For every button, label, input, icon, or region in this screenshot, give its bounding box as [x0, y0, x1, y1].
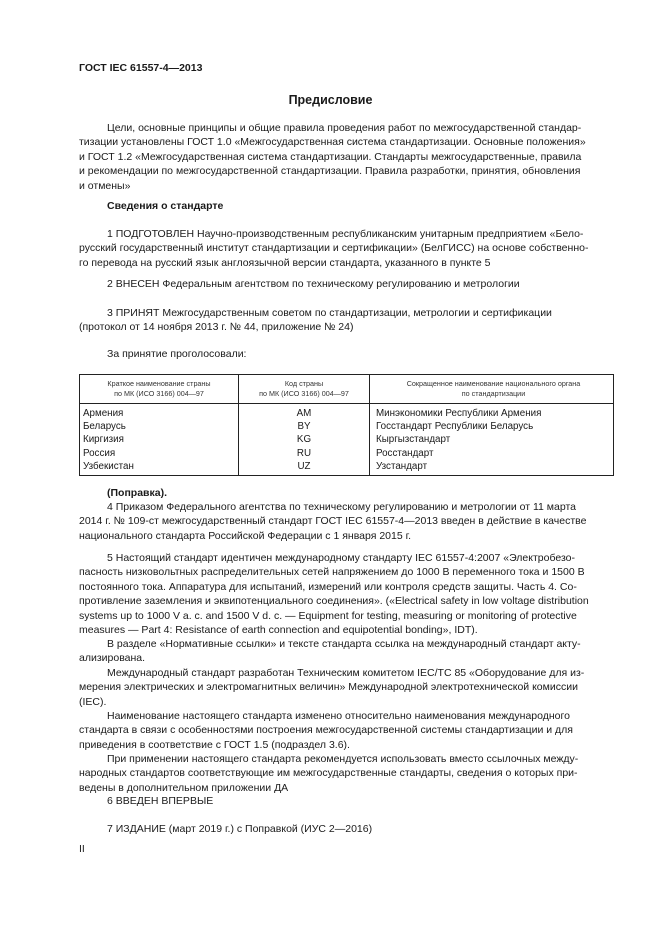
- cell-country: Армения: [80, 404, 239, 421]
- header-line: по МК (ИСО 3166) 004—97: [259, 389, 349, 398]
- text-line: measures — Part 4: Resistance of earth connection and equipotential bonding», IDT).: [79, 624, 478, 637]
- text-line: постоянного тока. Аппаратура для испытаний, измерений или контроля средств защиты. Часть 4. Со-: [79, 580, 577, 593]
- text-line: тизации установлены ГОСТ 1.0 «Межгосударственная система стандартизации. Основные положения»: [79, 136, 586, 149]
- text-line: национального стандарта Российской Федерации с 1 января 2015 г.: [79, 529, 412, 542]
- text-line: 3 ПРИНЯТ Межгосударственным советом по стандартизации, метрологии и сертификации: [107, 307, 552, 319]
- header-code: [239, 375, 370, 404]
- cell-body: Кыргызстандарт: [370, 433, 614, 446]
- table-row: [80, 404, 614, 421]
- table-row: [80, 433, 614, 446]
- text-line: ализирована.: [79, 652, 146, 665]
- amendment-note: (Поправка).: [107, 487, 168, 499]
- text-line: 2014 г. № 109-ст межгосударственный стандарт ГОСТ IEC 61557-4—2013 введен в действие в качестве: [79, 515, 587, 528]
- header-line: Краткое наименование страны: [107, 379, 211, 388]
- text-line: приведения в соответствие с ГОСТ 1.5 (подраздел 3.6).: [79, 738, 350, 751]
- text-line: го перевода на русский язык англоязычной версии стандарта, указанного в пункте 5: [79, 256, 491, 269]
- cell-code: AM: [239, 404, 370, 421]
- table-row: [80, 420, 614, 433]
- item-5-name-change: [79, 709, 614, 752]
- text-line: русский государственный институт стандартизации и сертификации» (БелГИСС) на основе собственно-: [79, 242, 589, 255]
- text-line: противление заземления и эквипотенциального соединения». («Electrical safety in low voltage distribution: [79, 595, 589, 608]
- text-line: стандарта в связи с особенностями построения межгосударственной системы стандартизации и для: [79, 724, 573, 737]
- header-country: [80, 375, 239, 404]
- text-line: народных стандартов соответствующие им межгосударственные стандарты, сведения о которых при-: [79, 767, 578, 780]
- cell-body: Госстандарт Республики Беларусь: [370, 420, 614, 433]
- text-line: Международный стандарт разработан Техническим комитетом IEC/TC 85 «Оборудование для из-: [107, 667, 585, 679]
- text-line: ведены в дополнительном приложении ДА: [79, 781, 289, 794]
- item-3-adopted: [79, 306, 614, 335]
- item-4-order: [79, 500, 614, 543]
- header-body: [370, 375, 614, 404]
- text-line: и отмены»: [79, 179, 131, 192]
- text-line: При применении настоящего стандарта рекомендуется использовать вместо ссылочных между-: [107, 753, 579, 765]
- table-header-row: [80, 375, 614, 404]
- voting-countries-table: [79, 374, 614, 476]
- text-line: 5 Настоящий стандарт идентичен международному стандарту IEC 61557-4:2007 «Электробезо-: [107, 552, 575, 564]
- item-5-identical: [79, 551, 614, 637]
- text-line: (IEC).: [79, 695, 107, 708]
- cell-body: Росстандарт: [370, 447, 614, 460]
- page-number: II: [79, 843, 85, 855]
- cell-country: Россия: [80, 447, 239, 460]
- item-7-edition: 7 ИЗДАНИЕ (март 2019 г.) с Поправкой (ИУС 2—2016): [107, 823, 373, 835]
- cell-code: BY: [239, 420, 370, 433]
- item-5-application: [79, 752, 614, 795]
- cell-country: Беларусь: [80, 420, 239, 433]
- item-1-prepared: [79, 227, 614, 270]
- cell-body: Узстандарт: [370, 460, 614, 476]
- header-line: Сокращенное наименование национального органа: [406, 379, 581, 388]
- text-line: и ГОСТ 1.2 «Межгосударственная система стандартизации. Стандарты межгосударственные, правила: [79, 150, 582, 163]
- text-line: В разделе «Нормативные ссылки» и тексте стандарта ссылка на международный стандарт акту-: [107, 638, 581, 650]
- cell-country: Узбекистан: [80, 460, 239, 476]
- cell-country: Киргизия: [80, 433, 239, 446]
- cell-body: Минэкономики Республики Армения: [370, 404, 614, 421]
- header-line: Код страны: [284, 379, 324, 388]
- cell-code: UZ: [239, 460, 370, 476]
- text-line: мерения электрических и электромагнитных величин» Международной электротехнической комиссии: [79, 681, 578, 694]
- text-line: 1 ПОДГОТОВЛЕН Научно-производственным республиканским унитарным предприятием «Бело-: [107, 228, 584, 240]
- page-title: Предисловие: [288, 93, 373, 107]
- text-line: Наименование настоящего стандарта изменено относительно наименования международного: [107, 710, 570, 722]
- text-line: systems up to 1000 V a. c. and 1500 V d. c. — Equipment for testing, measuring or monitoring of protective: [79, 609, 577, 622]
- cell-code: RU: [239, 447, 370, 460]
- text-line: пасность низковольтных распределительных сетей напряжением до 1000 В переменного тока и 1500 В: [79, 566, 585, 579]
- item-6-first-introduced: 6 ВВЕДЕН ВПЕРВЫЕ: [107, 795, 214, 807]
- table-row: [80, 447, 614, 460]
- cell-code: KG: [239, 433, 370, 446]
- section-heading: Сведения о стандарте: [107, 200, 224, 212]
- item-5-references: [79, 637, 614, 666]
- document-code: ГОСТ IEC 61557-4—2013: [79, 62, 203, 74]
- item-5-iec-committee: [79, 666, 614, 709]
- intro-paragraph: [79, 121, 614, 193]
- text-line: 4 Приказом Федерального агентства по техническому регулированию и метрологии от 11 марта: [107, 501, 576, 513]
- header-line: по стандартизации: [461, 389, 526, 398]
- header-line: по МК (ИСО 3166) 004—97: [114, 389, 204, 398]
- item-2-introduced: 2 ВНЕСЕН Федеральным агентством по техническому регулированию и метрологии: [107, 278, 520, 290]
- table-row: [80, 460, 614, 476]
- text-line: (протокол от 14 ноября 2013 г. № 44, приложение № 24): [79, 321, 354, 334]
- text-line: Цели, основные принципы и общие правила проведения работ по межгосударственной стандар-: [107, 122, 582, 134]
- text-line: и рекомендации по межгосударственной стандартизации. Правила разработки, принятия, обновления: [79, 165, 581, 178]
- voted-label: За принятие проголосовали:: [107, 348, 247, 360]
